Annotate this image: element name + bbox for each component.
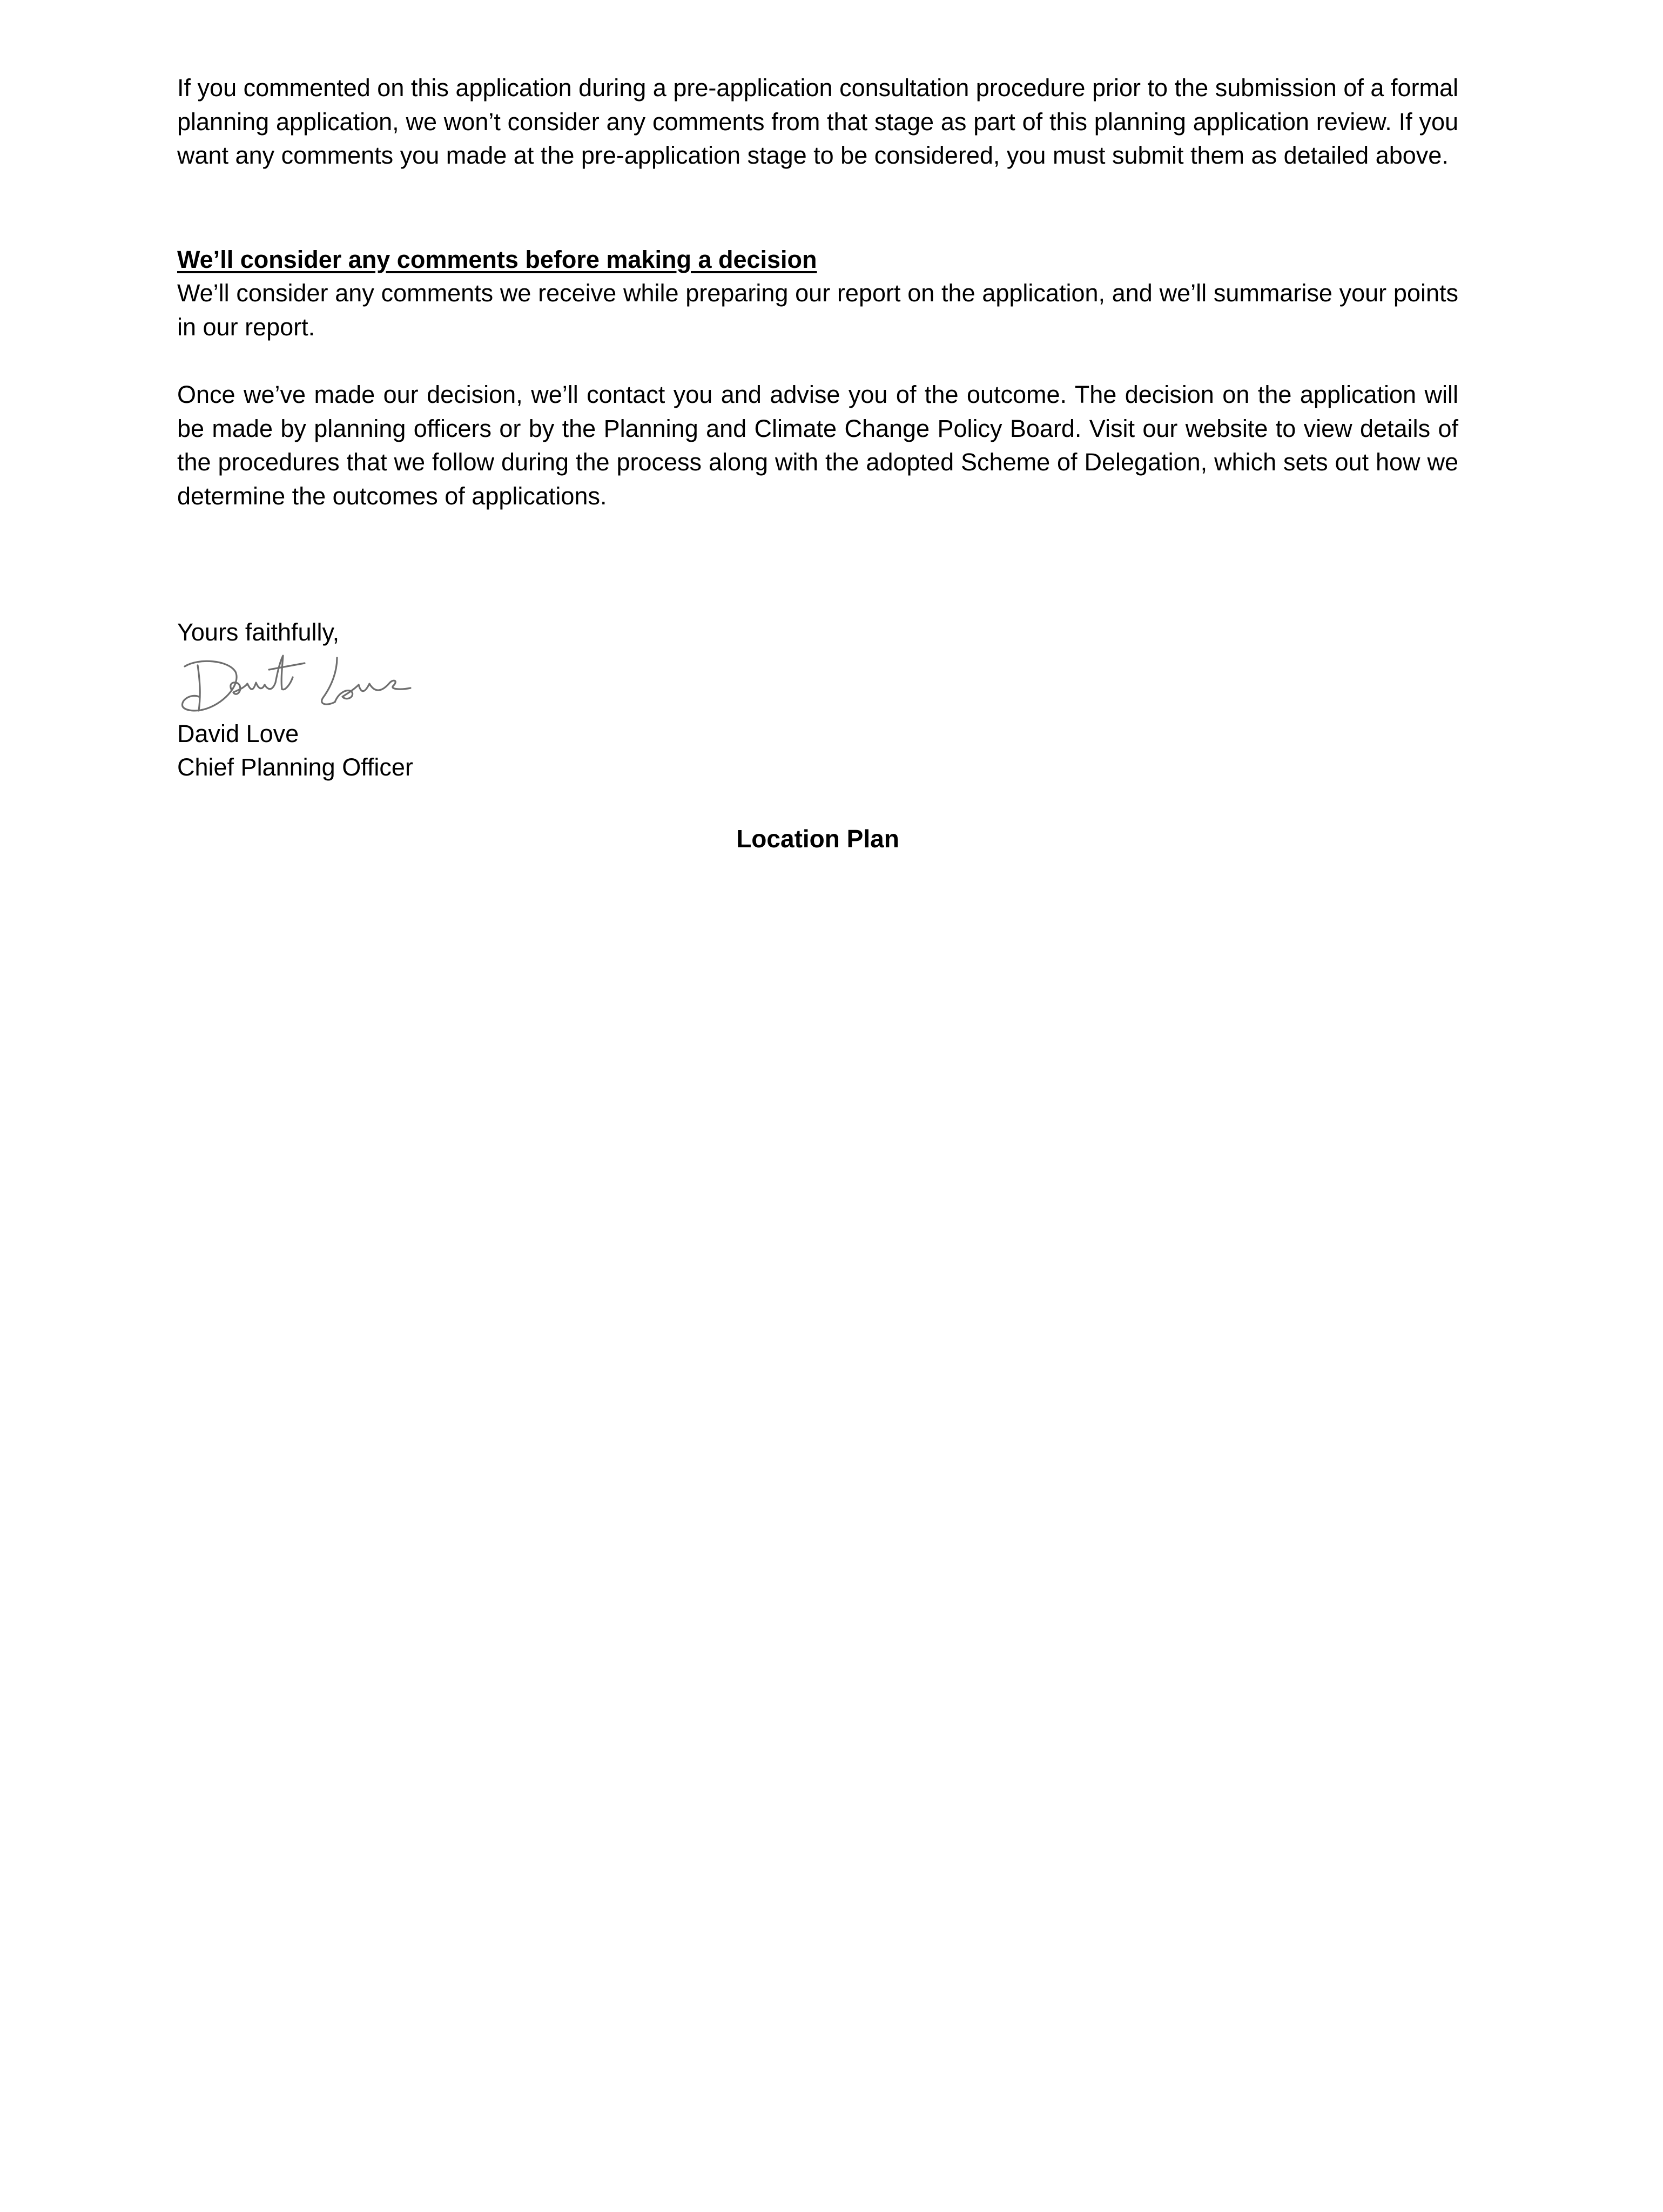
signatory-title: Chief Planning Officer bbox=[177, 753, 413, 781]
paragraph-decision-outcome: Once we’ve made our decision, we’ll contact you and advise you of the outcome. The decision on the application will be made by planning officers or by the Planning and Climate Change Policy Board. Visit our website to view details of the procedures that we follow during the process along with the adopted Scheme of Delegation, which sets out how we determine the outcomes of applications. bbox=[177, 381, 1458, 510]
handwritten-signature bbox=[177, 650, 415, 719]
paragraph-consider-comments: We’ll consider any comments we receive while preparing our report on the application, and we’ll summarise your points in our report. bbox=[177, 279, 1458, 341]
signatory-name: David Love bbox=[177, 720, 299, 747]
section-heading-consider-comments: We’ll consider any comments before making a decision bbox=[177, 246, 817, 273]
location-plan-title: Location Plan bbox=[736, 825, 899, 853]
closing-salutation: Yours faithfully, bbox=[177, 618, 340, 646]
paragraph-pre-application: If you commented on this application during a pre-application consultation procedure prior to the submission of a formal planning application, we won’t consider any comments from that stage as part of this planning application review. If you want any comments you made at the pre-application stage to be considered, you must submit them as detailed above. bbox=[177, 74, 1458, 169]
letter-page bbox=[177, 0, 1458, 2212]
location-plan-area bbox=[177, 864, 1458, 2160]
